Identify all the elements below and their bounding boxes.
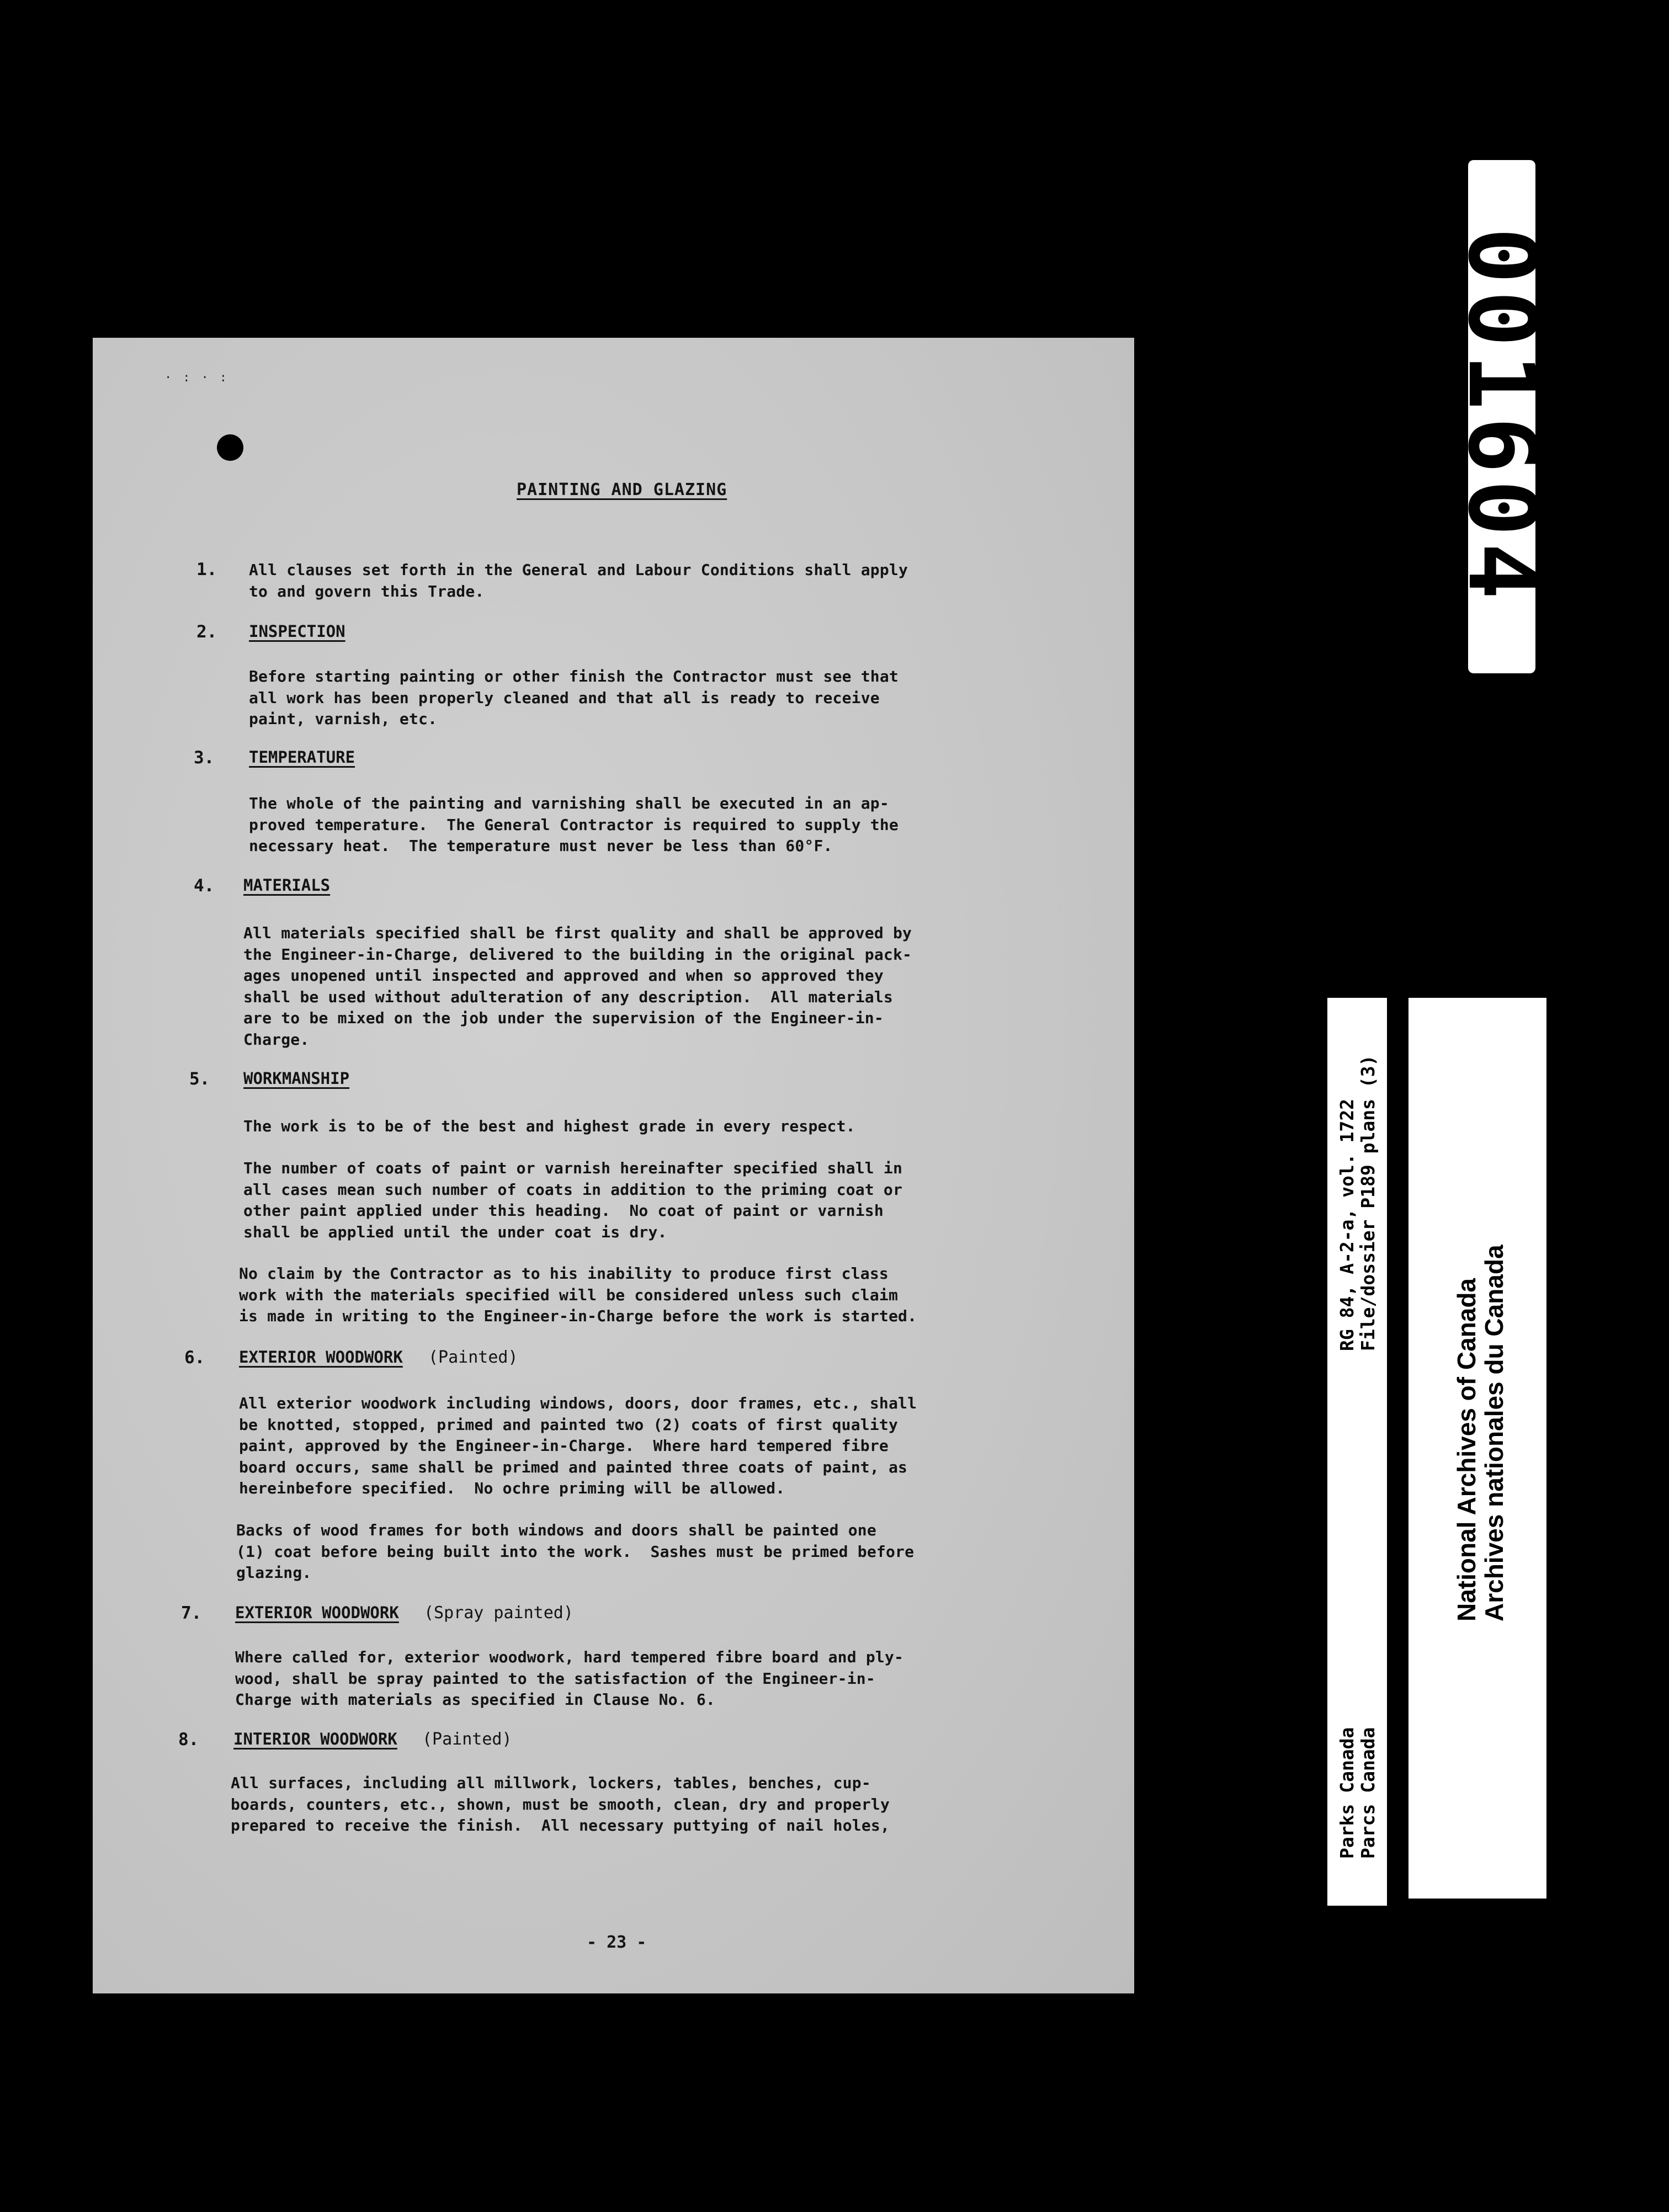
section-4-paragraph-1: All materials specified shall be first quality and shall be approved by the Engineer-in-Charge, delivered to the building in the original pack- ages unopened until inspected and approved and when so approved they shall be used without adulteration of any description. All materials are to be mixed on the job under the supervision of the Engineer-in- Charge.	[243, 924, 912, 1049]
section-3-heading: TEMPERATURE	[249, 748, 355, 767]
section-1-number: 1.	[196, 560, 217, 579]
section-7-heading: EXTERIOR WOODWORK	[235, 1603, 399, 1622]
archives-name-fr: Archives nationales du Canada	[1480, 1245, 1508, 1621]
document-page	[93, 338, 1134, 1993]
section-5-heading: WORKMANSHIP	[243, 1069, 350, 1088]
document-title: PAINTING AND GLAZING	[517, 480, 727, 499]
agency-line-1: Parks Canada	[1336, 1727, 1358, 1859]
agency-line-2: Parcs Canada	[1357, 1727, 1379, 1859]
section-8-heading: INTERIOR WOODWORK	[233, 1730, 397, 1748]
section-6-paragraph-1: All exterior woodwork including windows, doors, door frames, etc., shall be knotted, stopped, primed and painted two (2) coats of first quality paint, approved by the Engineer-in-Charge. Where hard tempered fibre board occurs, same shall be primed and painted three coats of paint, as hereinbefore specified. No ochre priming will be allowed.	[239, 1394, 917, 1497]
section-6-heading: EXTERIOR WOODWORK	[239, 1348, 403, 1366]
frame-number: 001604	[1447, 227, 1556, 607]
section-8-paragraph-1: All surfaces, including all millwork, lockers, tables, benches, cup- boards, counters, etc., shown, must be smooth, clean, dry and properly prepared to receive the finish. All necessary puttying of nail holes,	[231, 1774, 890, 1835]
section-6-number: 6.	[184, 1348, 205, 1368]
section-7-paragraph-1: Where called for, exterior woodwork, hard tempered fibre board and ply- wood, shall be spray painted to the satisfaction of the Engineer-in- Charge with materials as specified in Clause No. 6.	[235, 1648, 904, 1709]
frame-number-strip	[1447, 160, 1556, 673]
section-3-paragraph-1: The whole of the painting and varnishing shall be executed in an ap- proved temperature. The General Contractor is required to supply the necessary heat. The temperature must never be less than 60°F.	[249, 794, 899, 855]
section-2-paragraph-1: Before starting painting or other finish the Contractor must see that all work has been properly cleaned and that all is ready to receive paint, varnish, etc.	[249, 667, 899, 728]
section-5-paragraph-1: The work is to be of the best and highest grade in every respect.	[243, 1117, 855, 1135]
section-4-number: 4.	[194, 876, 215, 896]
section-6-heading-note: (Painted)	[428, 1348, 518, 1367]
section-1-paragraph-1: All clauses set forth in the General and Labour Conditions shall apply to and govern this Trade.	[249, 561, 908, 600]
section-8-heading-note: (Painted)	[422, 1730, 512, 1749]
page-specks: ·:·:	[164, 371, 238, 385]
section-2-heading: INSPECTION	[249, 622, 346, 641]
reference-label	[1327, 998, 1387, 1906]
section-3-number: 3.	[194, 748, 215, 768]
punch-hole	[217, 434, 243, 461]
reference-line-1: RG 84, A-2-a, vol. 1722	[1336, 1099, 1358, 1351]
section-5-number: 5.	[189, 1069, 210, 1089]
reference-line-2: File/dossier P189 plans (3)	[1357, 1055, 1379, 1351]
section-6-paragraph-2: Backs of wood frames for both windows and doors shall be painted one (1) coat before being built into the work. Sashes must be primed before glazing.	[236, 1521, 915, 1582]
section-5-paragraph-2: The number of coats of paint or varnish hereinafter specified shall in all cases mean such number of coats in addition to the priming coat or other paint applied under this heading. No coat of paint or varnish shall be applied until the under coat is dry.	[243, 1159, 903, 1241]
section-5-paragraph-3: No claim by the Contractor as to his inability to produce first class work with the materials specified will be considered unless such claim is made in writing to the Engineer-in-Charge before the work is started.	[239, 1264, 917, 1325]
section-8-number: 8.	[178, 1730, 199, 1750]
section-2-number: 2.	[196, 622, 217, 642]
section-7-heading-note: (Spray painted)	[424, 1603, 573, 1623]
section-7-number: 7.	[181, 1603, 202, 1623]
page-number: - 23 -	[587, 1933, 647, 1952]
archives-label	[1408, 998, 1546, 1899]
section-4-heading: MATERIALS	[243, 876, 331, 895]
archives-name-en: National Archives of Canada	[1452, 1278, 1481, 1621]
